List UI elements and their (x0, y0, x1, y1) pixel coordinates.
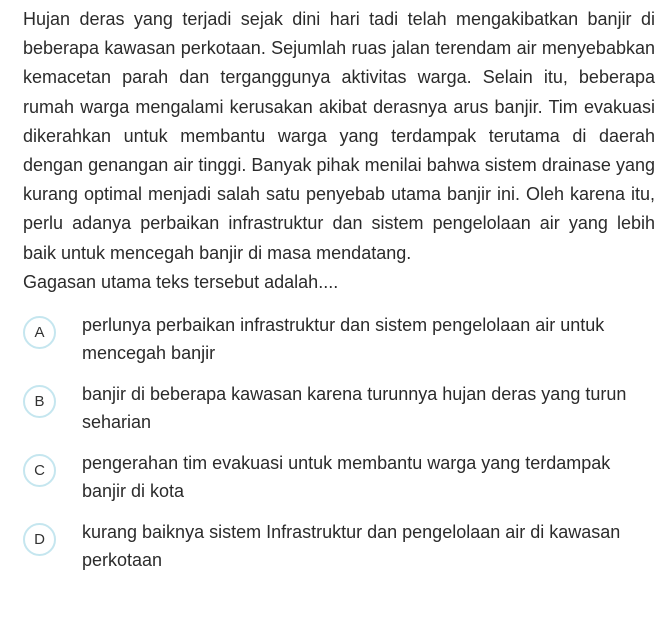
option-c[interactable] (23, 449, 655, 505)
option-c-letter[interactable]: C (23, 454, 56, 487)
question-text: Gagasan utama teks tersebut adalah.... (23, 271, 339, 292)
option-d-letter[interactable]: D (23, 523, 56, 556)
option-b-letter[interactable]: B (23, 385, 56, 418)
option-a-text: perlunya perbaikan infrastruktur dan sistem pengelolaan air untuk mencegah banjir (82, 314, 605, 363)
option-b-text: banjir di beberapa kawasan karena turunnya hujan deras yang turun seharian (82, 383, 627, 432)
answer-options (23, 311, 655, 574)
reading-passage: Hujan deras yang terjadi sejak dini hari tadi telah mengakibatkan banjir di beberapa kawasan perkotaan. Sejumlah ruas jalan terendam air menyebabkan kemacetan parah dan terganggunya aktivitas warga. Selain itu, beberapa rumah warga mengalami kerusakan akibat derasnya arus banjir. Tim evakuasi dikerahkan untuk membantu warga yang terdampak terutama di daerah dengan genangan air tinggi. Banyak pihak menilai bahwa sistem drainase yang kurang optimal menjadi salah satu penyebab utama banjir ini. Oleh karena itu, perlu adanya perbaikan infrastruktur dan sistem pengelolaan air yang lebih baik untuk mencegah banjir di masa mendatang. (23, 9, 655, 263)
option-a[interactable] (23, 311, 655, 367)
option-b[interactable] (23, 380, 655, 436)
option-d[interactable] (23, 518, 655, 574)
option-a-letter[interactable]: A (23, 316, 56, 349)
option-d-text: kurang baiknya sistem Infrastruktur dan pengelolaan air di kawasan perkotaan (82, 521, 621, 570)
option-c-text: pengerahan tim evakuasi untuk membantu warga yang terdampak banjir di kota (82, 452, 611, 501)
